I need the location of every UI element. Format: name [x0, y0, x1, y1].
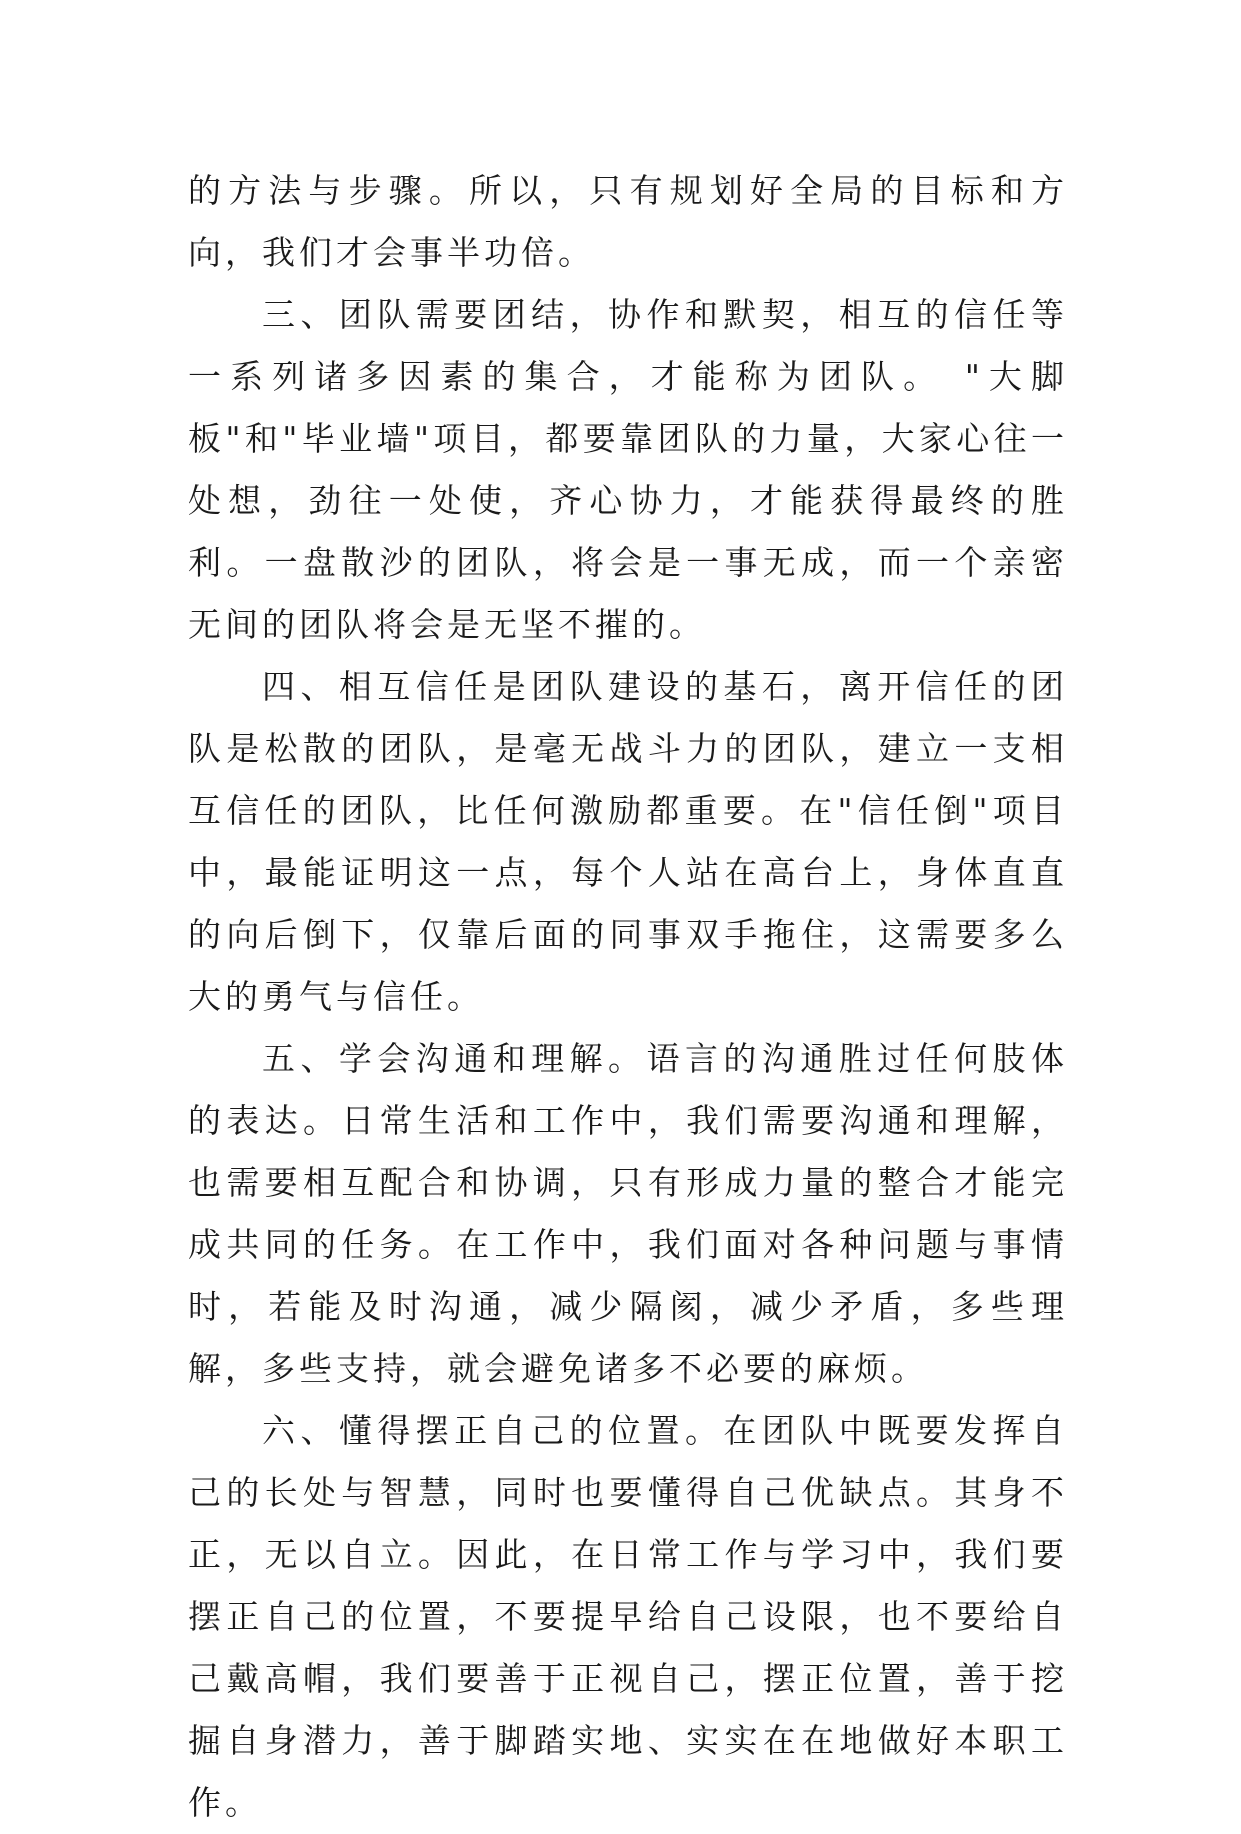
document-body [188, 160, 1068, 1834]
paragraph-5: 六、懂得摆正自己的位置。在团队中既要发挥自己的长处与智慧，同时也要懂得自己优缺点。其身不正，无以自立。因此，在日常工作与学习中，我们要摆正自己的位置，不要提早给自己设限，也不要给自己戴高帽，我们要善于正视自己，摆正位置，善于挖掘自身潜力，善于脚踏实地、实实在在地做好本职工作。 [188, 1411, 1068, 1822]
paragraph-2: 三、团队需要团结，协作和默契，相互的信任等一系列诸多因素的集合，才能称为团队。 "大脚板"和"毕业墙"项目，都要靠团队的力量，大家心往一处想，劲往一处使，齐心协力，才能获得最终的胜利。一盘散沙的团队，将会是一事无成，而一个亲密无间的团队将会是无坚不摧的。 [188, 295, 1068, 644]
paragraph-4: 五、学会沟通和理解。语言的沟通胜过任何肢体的表达。日常生活和工作中，我们需要沟通和理解，也需要相互配合和协调，只有形成力量的整合才能完成共同的任务。在工作中，我们面对各种问题与事情时，若能及时沟通，减少隔阂，减少矛盾，多些理解，多些支持，就会避免诸多不必要的麻烦。 [188, 1039, 1068, 1388]
paragraph-3: 四、相互信任是团队建设的基石，离开信任的团队是松散的团队，是毫无战斗力的团队，建立一支相互信任的团队，比任何激励都重要。在"信任倒"项目中，最能证明这一点，每个人站在高台上，身体直直的向后倒下，仅靠后面的同事双手拖住，这需要多么大的勇气与信任。 [188, 667, 1068, 1016]
paragraph-1: 的方法与步骤。所以，只有规划好全局的目标和方向，我们才会事半功倍。 [188, 171, 1068, 272]
